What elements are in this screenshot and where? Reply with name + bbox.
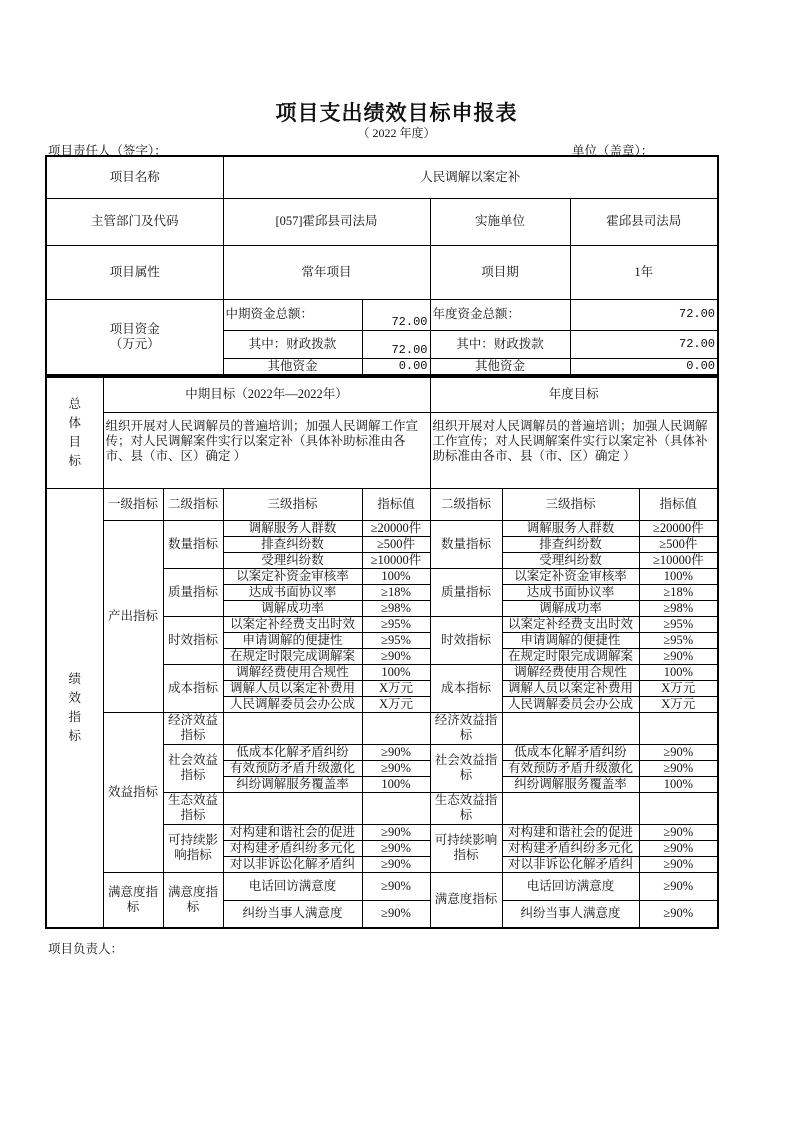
header-level2: 二级指标 — [163, 488, 223, 520]
annual-other-label: 其他资金 — [430, 358, 570, 375]
dept-value: [057]霍邱县司法局 — [223, 198, 430, 245]
header-level3-b: 三级指标 — [502, 488, 639, 520]
indicator-row — [46, 872, 718, 900]
indicator-value-mid: ≥90% — [362, 824, 430, 840]
level3-indicator-mid: 电话回访满意度 — [223, 872, 362, 900]
level3-indicator-annual: 对以非诉讼化解矛盾纠 — [502, 856, 639, 872]
level3-indicator-mid: 纠纷调解服务覆盖率 — [223, 776, 362, 792]
level2-indicator-annual: 时效指标 — [430, 616, 502, 664]
level3-indicator-annual: 达成书面协议率 — [502, 584, 639, 600]
level2-indicator-mid: 成本指标 — [163, 664, 223, 712]
indicator-value-mid: ≥95% — [362, 632, 430, 648]
mid-other-label: 其他资金 — [223, 358, 362, 375]
project-name-label: 项目名称 — [46, 156, 223, 198]
level2-indicator-annual: 可持续影响指标 — [430, 824, 502, 872]
impl-unit-value: 霍邱县司法局 — [570, 198, 718, 245]
mid-goal-header: 中期目标（2022年—2022年） — [103, 377, 430, 412]
indicator-row — [46, 520, 718, 536]
level3-indicator-mid: 排查纠纷数 — [223, 536, 362, 552]
level3-indicator-mid: 对构建和谐社会的促进 — [223, 824, 362, 840]
level1-indicator: 效益指标 — [103, 712, 163, 872]
annual-goal-text: 组织开展对人民调解员的普遍培训；加强人民调解工作宣传；对人民调解案件实行以案定补（具体补助标准由各市、县（市、区）确定 ） — [430, 412, 718, 488]
indicator-header-row — [46, 488, 718, 520]
level2-indicator-annual: 满意度指标 — [430, 872, 502, 928]
indicator-value-annual: ≥95% — [639, 632, 718, 648]
header-level1: 一级指标 — [103, 488, 163, 520]
indicator-value-mid: ≥90% — [362, 900, 430, 928]
indicator-value-annual — [639, 792, 718, 824]
level2-indicator-mid: 数量指标 — [163, 520, 223, 568]
level3-indicator-mid: 以案定补资金审核率 — [223, 568, 362, 584]
level3-indicator-annual: 排查纠纷数 — [502, 536, 639, 552]
overall-goal-label — [46, 377, 103, 488]
performance-indicator-text: 绩效指标 — [68, 671, 81, 743]
level2-indicator-mid: 生态效益指标 — [163, 792, 223, 824]
level2-indicator-mid: 经济效益指标 — [163, 712, 223, 744]
level3-indicator-mid: 对以非诉讼化解矛盾纠 — [223, 856, 362, 872]
performance-indicator-label — [46, 488, 103, 928]
level3-indicator-mid: 对构建矛盾纠纷多元化 — [223, 840, 362, 856]
level3-indicator-mid: 以案定补经费支出时效 — [223, 616, 362, 632]
indicator-value-annual: ≥95% — [639, 616, 718, 632]
level3-indicator-annual: 纠纷调解服务覆盖率 — [502, 776, 639, 792]
annual-other-value: 0.00 — [570, 358, 718, 375]
annual-total-value: 72.00 — [570, 299, 718, 330]
header-level3: 三级指标 — [223, 488, 362, 520]
level3-indicator-mid: 在规定时限完成调解案 — [223, 648, 362, 664]
indicator-value-mid: X万元 — [362, 680, 430, 696]
indicator-value-mid: ≥98% — [362, 600, 430, 616]
level3-indicator-annual: 以案定补资金审核率 — [502, 568, 639, 584]
level3-indicator-mid: 受理纠纷数 — [223, 552, 362, 568]
indicator-value-mid: ≥10000件 — [362, 552, 430, 568]
indicator-row — [46, 712, 718, 744]
level3-indicator-annual: 人民调解委员会办公成 — [502, 696, 639, 712]
level3-indicator-annual: 调解服务人群数 — [502, 520, 639, 536]
indicator-value-annual: 100% — [639, 664, 718, 680]
level3-indicator-annual: 在规定时限完成调解案 — [502, 648, 639, 664]
indicator-value-mid: ≥18% — [362, 584, 430, 600]
level3-indicator-mid: 低成本化解矛盾纠纷 — [223, 744, 362, 760]
level3-indicator-annual: 有效预防矛盾升级激化 — [502, 760, 639, 776]
funds-unit: （万元） — [109, 336, 160, 351]
project-attr-value: 常年项目 — [223, 245, 430, 299]
unit-seal-label: 单位（盖章）： — [572, 144, 654, 158]
level3-indicator-mid: 调解成功率 — [223, 600, 362, 616]
mid-total-value: 72.00 — [362, 299, 430, 330]
indicator-value-annual: 100% — [639, 568, 718, 584]
indicator-value-annual: ≥98% — [639, 600, 718, 616]
level3-indicator-annual: 调解成功率 — [502, 600, 639, 616]
indicator-value-mid: ≥90% — [362, 872, 430, 900]
level3-indicator-mid: 纠纷当事人满意度 — [223, 900, 362, 928]
funds-label-cell — [46, 299, 223, 375]
indicator-value-mid — [362, 792, 430, 824]
year-line: （ 2022 年度） — [357, 126, 436, 140]
annual-total-label: 年度资金总额： — [430, 299, 570, 330]
indicator-value-annual: ≥90% — [639, 872, 718, 900]
indicator-value-mid: ≥500件 — [362, 536, 430, 552]
header-value: 指标值 — [362, 488, 430, 520]
level1-indicator: 满意度指标 — [103, 872, 163, 928]
indicator-value-annual: ≥20000件 — [639, 520, 718, 536]
level3-indicator-annual: 对构建矛盾纠纷多元化 — [502, 840, 639, 856]
level3-indicator-mid: 调解人员以案定补费用 — [223, 680, 362, 696]
level3-indicator-mid: 达成书面协议率 — [223, 584, 362, 600]
level2-indicator-mid: 满意度指标 — [163, 872, 223, 928]
annual-goal-header: 年度目标 — [430, 377, 718, 412]
performance-table — [45, 376, 719, 929]
indicator-value-mid: 100% — [362, 568, 430, 584]
level2-indicator-mid: 时效指标 — [163, 616, 223, 664]
level2-indicator-mid: 社会效益指标 — [163, 744, 223, 792]
level3-indicator-annual: 申请调解的便捷性 — [502, 632, 639, 648]
overall-goal-text: 总体目标 — [68, 396, 81, 468]
annual-fiscal-value: 72.00 — [570, 330, 718, 358]
project-period-label: 项目期 — [430, 245, 570, 299]
project-name-value: 人民调解以案定补 — [223, 156, 718, 198]
level3-indicator-annual: 电话回访满意度 — [502, 872, 639, 900]
level3-indicator-annual: 调解经费使用合规性 — [502, 664, 639, 680]
level3-indicator-mid — [223, 792, 362, 824]
indicator-value-annual: ≥90% — [639, 648, 718, 664]
mid-fiscal-label: 其中：财政拨款 — [223, 330, 362, 358]
indicator-value-mid — [362, 712, 430, 744]
mid-goal-text: 组织开展对人民调解员的普遍培训；加强人民调解工作宣传；对人民调解案件实行以案定补（具体补助标准由各市、县（市、区）确定 ） — [103, 412, 430, 488]
indicator-value-annual: X万元 — [639, 696, 718, 712]
indicator-value-mid: ≥90% — [362, 856, 430, 872]
annual-fiscal-label: 其中：财政拨款 — [430, 330, 570, 358]
mid-fiscal-value: 72.00 — [362, 330, 430, 358]
indicator-value-mid: ≥90% — [362, 760, 430, 776]
indicator-value-mid: 100% — [362, 776, 430, 792]
indicator-value-annual: ≥90% — [639, 744, 718, 760]
header-level2-b: 二级指标 — [430, 488, 502, 520]
level3-indicator-mid — [223, 712, 362, 744]
level2-indicator-annual: 生态效益指标 — [430, 792, 502, 824]
level3-indicator-mid: 有效预防矛盾升级激化 — [223, 760, 362, 776]
indicator-value-annual: ≥90% — [639, 760, 718, 776]
level2-indicator-mid: 质量指标 — [163, 568, 223, 616]
indicator-value-annual: ≥90% — [639, 840, 718, 856]
level3-indicator-annual: 调解人员以案定补费用 — [502, 680, 639, 696]
project-lead-label: 项目负责人： — [48, 942, 124, 956]
indicator-value-annual: ≥90% — [639, 824, 718, 840]
level3-indicator-annual: 以案定补经费支出时效 — [502, 616, 639, 632]
level1-indicator: 产出指标 — [103, 520, 163, 712]
header-value-b: 指标值 — [639, 488, 718, 520]
level3-indicator-mid: 调解服务人群数 — [223, 520, 362, 536]
indicator-value-annual: 100% — [639, 776, 718, 792]
indicator-value-annual — [639, 712, 718, 744]
indicator-value-mid: ≥90% — [362, 744, 430, 760]
impl-unit-label: 实施单位 — [430, 198, 570, 245]
indicator-value-mid: ≥90% — [362, 840, 430, 856]
indicator-value-annual: ≥500件 — [639, 536, 718, 552]
indicator-value-annual: X万元 — [639, 680, 718, 696]
level3-indicator-mid: 调解经费使用合规性 — [223, 664, 362, 680]
indicator-value-mid: ≥20000件 — [362, 520, 430, 536]
indicator-value-mid: 100% — [362, 664, 430, 680]
indicator-value-mid: ≥90% — [362, 648, 430, 664]
dept-label: 主管部门及代码 — [46, 198, 223, 245]
level2-indicator-annual: 数量指标 — [430, 520, 502, 568]
level2-indicator-annual: 经济效益指标 — [430, 712, 502, 744]
level2-indicator-annual: 社会效益指标 — [430, 744, 502, 792]
level3-indicator-annual: 低成本化解矛盾纠纷 — [502, 744, 639, 760]
indicator-value-annual: ≥90% — [639, 856, 718, 872]
project-attr-label: 项目属性 — [46, 245, 223, 299]
indicator-value-annual: ≥90% — [639, 900, 718, 928]
form-title: 项目支出绩效目标申报表 — [275, 101, 518, 125]
level3-indicator-annual: 对构建和谐社会的促进 — [502, 824, 639, 840]
level3-indicator-mid: 人民调解委员会办公成 — [223, 696, 362, 712]
funds-label: 项目资金 — [109, 321, 160, 336]
level3-indicator-mid: 申请调解的便捷性 — [223, 632, 362, 648]
indicator-value-mid: X万元 — [362, 696, 430, 712]
mid-other-value: 0.00 — [362, 358, 430, 375]
level3-indicator-annual: 受理纠纷数 — [502, 552, 639, 568]
level3-indicator-annual — [502, 712, 639, 744]
project-info-table — [45, 155, 719, 376]
indicator-value-annual: ≥10000件 — [639, 552, 718, 568]
indicator-value-mid: ≥95% — [362, 616, 430, 632]
level2-indicator-mid: 可持续影响指标 — [163, 824, 223, 872]
mid-total-label: 中期资金总额： — [223, 299, 362, 330]
level3-indicator-annual: 纠纷当事人满意度 — [502, 900, 639, 928]
level2-indicator-annual: 质量指标 — [430, 568, 502, 616]
level3-indicator-annual — [502, 792, 639, 824]
responsible-signature-label: 项目责任人（签字）： — [48, 144, 167, 158]
project-period-value: 1年 — [570, 245, 718, 299]
level2-indicator-annual: 成本指标 — [430, 664, 502, 712]
indicator-value-annual: ≥18% — [639, 584, 718, 600]
